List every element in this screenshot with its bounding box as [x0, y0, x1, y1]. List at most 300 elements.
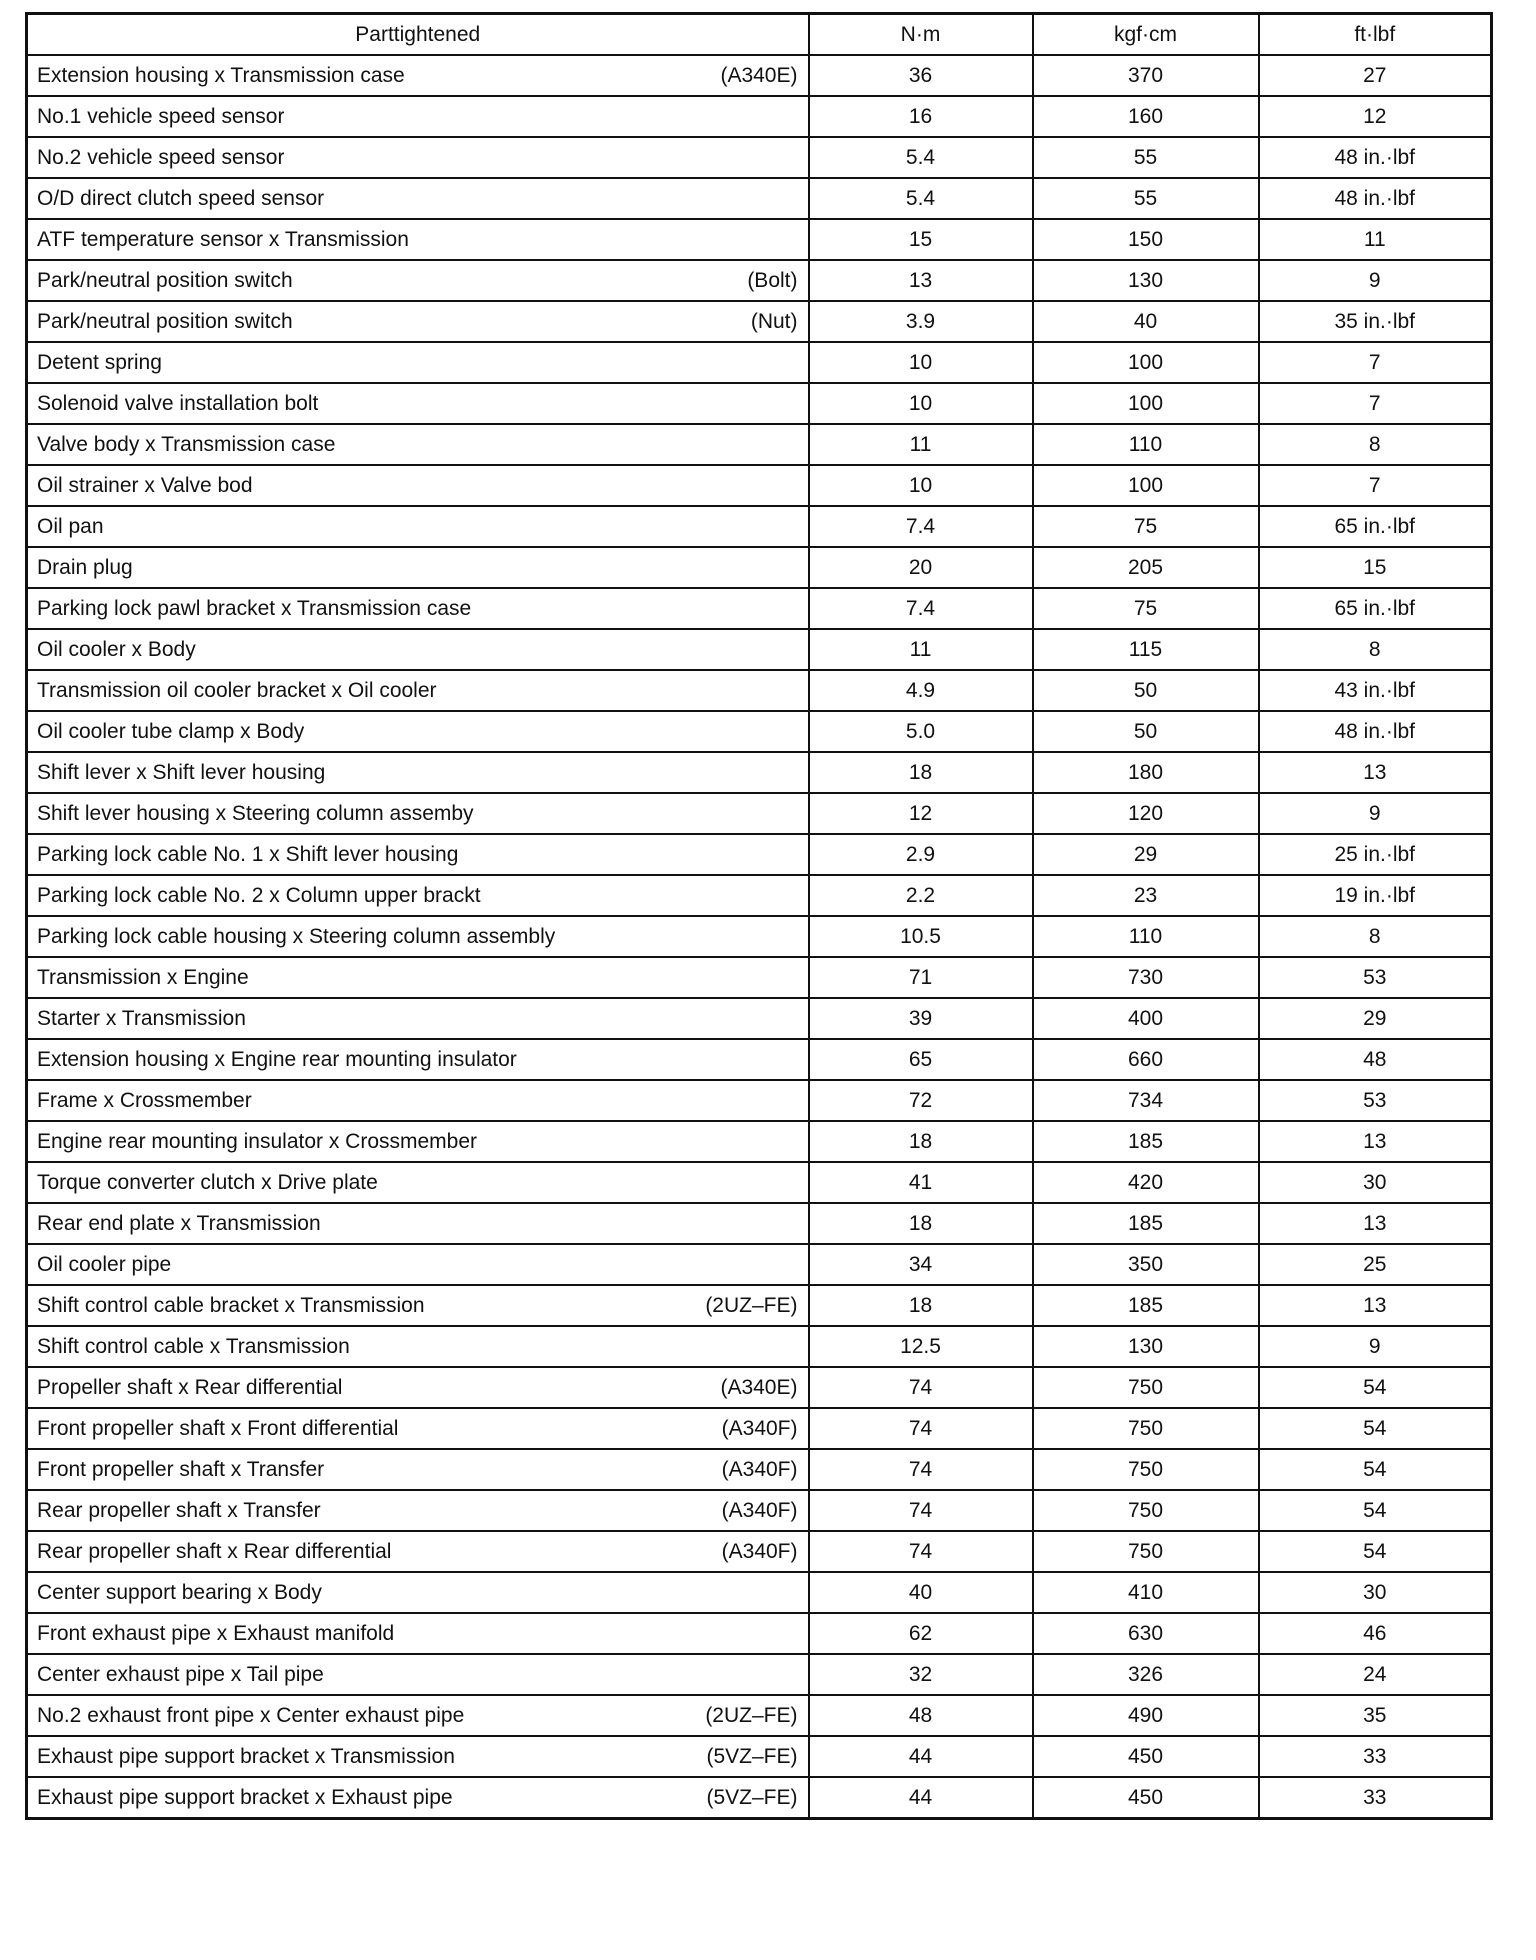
nm-value: 74: [809, 1367, 1033, 1408]
kgfcm-value: 130: [1033, 260, 1259, 301]
ftlbf-value: 30: [1259, 1162, 1492, 1203]
nm-value: 74: [809, 1531, 1033, 1572]
part-cell-content: [37, 1130, 798, 1154]
table-row: [27, 424, 1492, 465]
part-cell-content: [37, 1376, 798, 1400]
table-row: [27, 957, 1492, 998]
part-model-note: (2UZ–FE): [705, 1703, 798, 1727]
nm-value: 4.9: [809, 670, 1033, 711]
part-name: Park/neutral position switch: [37, 309, 293, 333]
part-name: O/D direct clutch speed sensor: [37, 186, 325, 210]
part-cell: [27, 1039, 809, 1080]
table-row: [27, 547, 1492, 588]
part-model-note: (A340F): [721, 1416, 798, 1440]
table-row: [27, 998, 1492, 1039]
kgfcm-value: 110: [1033, 916, 1259, 957]
part-cell-content: [37, 1089, 798, 1113]
part-cell-content: [37, 105, 798, 129]
ftlbf-value: 43 in.·lbf: [1259, 670, 1492, 711]
kgfcm-value: 185: [1033, 1203, 1259, 1244]
ftlbf-value: 33: [1259, 1736, 1492, 1777]
part-cell-content: [37, 1622, 798, 1646]
kgfcm-value: 750: [1033, 1449, 1259, 1490]
part-cell: [27, 137, 809, 178]
table-row: [27, 1244, 1492, 1285]
table-row: [27, 1777, 1492, 1819]
part-name: Parking lock cable housing x Steering column assembly: [37, 924, 556, 948]
part-cell-content: [37, 1212, 798, 1236]
table-row: [27, 1203, 1492, 1244]
part-cell-content: [37, 64, 798, 88]
kgfcm-value: 115: [1033, 629, 1259, 670]
table-row: [27, 301, 1492, 342]
ftlbf-value: 54: [1259, 1408, 1492, 1449]
part-name: Exhaust pipe support bracket x Transmission: [37, 1744, 455, 1768]
header-row: [27, 14, 1492, 56]
ftlbf-value: 12: [1259, 96, 1492, 137]
kgfcm-value: 110: [1033, 424, 1259, 465]
kgfcm-value: 120: [1033, 793, 1259, 834]
part-model-note: (5VZ–FE): [706, 1744, 798, 1768]
part-name: Oil cooler pipe: [37, 1252, 172, 1276]
kgfcm-value: 400: [1033, 998, 1259, 1039]
nm-value: 16: [809, 96, 1033, 137]
kgfcm-value: 450: [1033, 1777, 1259, 1819]
part-name: Oil cooler tube clamp x Body: [37, 719, 305, 743]
nm-value: 15: [809, 219, 1033, 260]
part-model-note: (A340F): [721, 1498, 798, 1522]
table-row: [27, 1736, 1492, 1777]
nm-value: 72: [809, 1080, 1033, 1121]
ftlbf-value: 13: [1259, 1285, 1492, 1326]
kgfcm-value: 750: [1033, 1408, 1259, 1449]
nm-value: 44: [809, 1736, 1033, 1777]
part-cell: [27, 1244, 809, 1285]
ftlbf-value: 7: [1259, 465, 1492, 506]
part-cell-content: [37, 1499, 798, 1523]
ftlbf-value: 65 in.·lbf: [1259, 588, 1492, 629]
table-row: [27, 629, 1492, 670]
ftlbf-value: 8: [1259, 424, 1492, 465]
part-cell-content: [37, 597, 798, 621]
part-name: Oil strainer x Valve bod: [37, 473, 253, 497]
ftlbf-value: 13: [1259, 752, 1492, 793]
kgfcm-value: 350: [1033, 1244, 1259, 1285]
part-cell-content: [37, 146, 798, 170]
nm-value: 62: [809, 1613, 1033, 1654]
ftlbf-value: 8: [1259, 916, 1492, 957]
table-row: [27, 1367, 1492, 1408]
kgfcm-value: 750: [1033, 1490, 1259, 1531]
nm-value: 18: [809, 1121, 1033, 1162]
part-cell-content: [37, 679, 798, 703]
part-cell-content: [37, 351, 798, 375]
nm-value: 18: [809, 1203, 1033, 1244]
kgfcm-value: 410: [1033, 1572, 1259, 1613]
part-name: Extension housing x Engine rear mounting insulator: [37, 1047, 517, 1071]
part-cell-content: [37, 392, 798, 416]
part-name: ATF temperature sensor x Transmission: [37, 227, 409, 251]
kgfcm-value: 23: [1033, 875, 1259, 916]
ftlbf-value: 46: [1259, 1613, 1492, 1654]
kgfcm-value: 326: [1033, 1654, 1259, 1695]
ftlbf-value: 35: [1259, 1695, 1492, 1736]
nm-value: 10: [809, 465, 1033, 506]
nm-value: 10: [809, 383, 1033, 424]
ftlbf-value: 7: [1259, 342, 1492, 383]
ftlbf-value: 48 in.·lbf: [1259, 178, 1492, 219]
part-cell: [27, 1203, 809, 1244]
part-model-note: (A340F): [721, 1457, 798, 1481]
part-name: Drain plug: [37, 555, 133, 579]
kgfcm-value: 160: [1033, 96, 1259, 137]
kgfcm-value: 50: [1033, 670, 1259, 711]
table-row: [27, 588, 1492, 629]
nm-value: 12: [809, 793, 1033, 834]
kgfcm-value: 420: [1033, 1162, 1259, 1203]
table-row: [27, 1162, 1492, 1203]
table-row: [27, 875, 1492, 916]
kgfcm-value: 490: [1033, 1695, 1259, 1736]
table-row: [27, 1572, 1492, 1613]
part-name: Valve body x Transmission case: [37, 432, 336, 456]
part-cell-content: [37, 1253, 798, 1277]
part-cell: [27, 219, 809, 260]
part-cell: [27, 1490, 809, 1531]
kgfcm-value: 370: [1033, 55, 1259, 96]
table-row: [27, 1121, 1492, 1162]
nm-value: 34: [809, 1244, 1033, 1285]
part-cell: [27, 465, 809, 506]
part-name: Exhaust pipe support bracket x Exhaust pipe: [37, 1785, 453, 1809]
part-model-note: (A340F): [721, 1539, 798, 1563]
ftlbf-value: 33: [1259, 1777, 1492, 1819]
part-cell-content: [37, 884, 798, 908]
part-cell: [27, 957, 809, 998]
kgfcm-value: 40: [1033, 301, 1259, 342]
part-name: Transmission x Engine: [37, 965, 249, 989]
ftlbf-value: 9: [1259, 260, 1492, 301]
table-row: [27, 137, 1492, 178]
kgfcm-value: 75: [1033, 588, 1259, 629]
part-cell: [27, 1367, 809, 1408]
part-cell: [27, 916, 809, 957]
part-model-note: (Nut): [750, 309, 798, 333]
part-name: Center exhaust pipe x Tail pipe: [37, 1662, 324, 1686]
part-cell-content: [37, 966, 798, 990]
part-cell: [27, 1285, 809, 1326]
table-row: [27, 465, 1492, 506]
part-name: Rear propeller shaft x Transfer: [37, 1498, 321, 1522]
kgfcm-value: 55: [1033, 137, 1259, 178]
table-row: [27, 1285, 1492, 1326]
kgfcm-value: 50: [1033, 711, 1259, 752]
nm-value: 5.0: [809, 711, 1033, 752]
ftlbf-value: 48 in.·lbf: [1259, 137, 1492, 178]
table-row: [27, 178, 1492, 219]
ftlbf-value: 8: [1259, 629, 1492, 670]
nm-value: 74: [809, 1449, 1033, 1490]
part-cell: [27, 547, 809, 588]
part-cell-content: [37, 1540, 798, 1564]
part-cell: [27, 793, 809, 834]
part-cell: [27, 1572, 809, 1613]
table-row: [27, 793, 1492, 834]
table-header: [27, 14, 1492, 56]
table-row: [27, 342, 1492, 383]
kgfcm-value: 130: [1033, 1326, 1259, 1367]
table-row: [27, 1449, 1492, 1490]
part-cell: [27, 998, 809, 1039]
part-name: Front propeller shaft x Transfer: [37, 1457, 325, 1481]
ftlbf-value: 9: [1259, 793, 1492, 834]
ftlbf-value: 54: [1259, 1531, 1492, 1572]
nm-value: 2.2: [809, 875, 1033, 916]
part-cell: [27, 1080, 809, 1121]
part-cell-content: [37, 1458, 798, 1482]
kgfcm-value: 750: [1033, 1367, 1259, 1408]
part-cell: [27, 629, 809, 670]
part-cell: [27, 1449, 809, 1490]
part-name: Oil pan: [37, 514, 104, 538]
nm-value: 41: [809, 1162, 1033, 1203]
part-cell: [27, 1531, 809, 1572]
part-cell: [27, 1162, 809, 1203]
table-row: [27, 1080, 1492, 1121]
part-model-note: (5VZ–FE): [706, 1785, 798, 1809]
nm-value: 7.4: [809, 588, 1033, 629]
ftlbf-value: 27: [1259, 55, 1492, 96]
ftlbf-value: 48: [1259, 1039, 1492, 1080]
kgfcm-value: 630: [1033, 1613, 1259, 1654]
part-name: Extension housing x Transmission case: [37, 63, 405, 87]
part-cell: [27, 342, 809, 383]
ftlbf-value: 54: [1259, 1449, 1492, 1490]
part-cell: [27, 1736, 809, 1777]
part-cell-content: [37, 638, 798, 662]
part-cell-content: [37, 1007, 798, 1031]
ftlbf-value: 19 in.·lbf: [1259, 875, 1492, 916]
part-name: Front propeller shaft x Front differential: [37, 1416, 399, 1440]
ftlbf-value: 54: [1259, 1367, 1492, 1408]
part-name: Shift lever x Shift lever housing: [37, 760, 326, 784]
table-row: [27, 711, 1492, 752]
table-row: [27, 1654, 1492, 1695]
table-row: [27, 670, 1492, 711]
table-row: [27, 1408, 1492, 1449]
ftlbf-value: 53: [1259, 1080, 1492, 1121]
nm-value: 44: [809, 1777, 1033, 1819]
part-name: Starter x Transmission: [37, 1006, 246, 1030]
table-row: [27, 96, 1492, 137]
nm-value: 65: [809, 1039, 1033, 1080]
part-cell: [27, 506, 809, 547]
nm-value: 48: [809, 1695, 1033, 1736]
kgfcm-value: 75: [1033, 506, 1259, 547]
part-cell-content: [37, 925, 798, 949]
part-cell: [27, 1777, 809, 1819]
part-cell: [27, 55, 809, 96]
table-row: [27, 55, 1492, 96]
part-cell-content: [37, 1581, 798, 1605]
part-cell: [27, 752, 809, 793]
kgfcm-value: 29: [1033, 834, 1259, 875]
ftlbf-value: 7: [1259, 383, 1492, 424]
nm-value: 10.5: [809, 916, 1033, 957]
ftlbf-value: 48 in.·lbf: [1259, 711, 1492, 752]
part-cell-content: [37, 1704, 798, 1728]
ftlbf-value: 24: [1259, 1654, 1492, 1695]
part-cell-content: [37, 720, 798, 744]
part-name: Solenoid valve installation bolt: [37, 391, 319, 415]
nm-value: 11: [809, 424, 1033, 465]
part-cell: [27, 875, 809, 916]
kgfcm-value: 185: [1033, 1121, 1259, 1162]
part-cell: [27, 588, 809, 629]
torque-spec-table: [25, 12, 1493, 1820]
ftlbf-value: 35 in.·lbf: [1259, 301, 1492, 342]
table-row: [27, 506, 1492, 547]
part-name: Shift lever housing x Steering column assemby: [37, 801, 474, 825]
ftlbf-value: 13: [1259, 1203, 1492, 1244]
part-cell: [27, 834, 809, 875]
part-name: No.2 vehicle speed sensor: [37, 145, 285, 169]
part-cell: [27, 96, 809, 137]
part-cell: [27, 1654, 809, 1695]
part-cell: [27, 1613, 809, 1654]
header-part-tightened: Parttightened: [27, 14, 809, 56]
nm-value: 10: [809, 342, 1033, 383]
nm-value: 11: [809, 629, 1033, 670]
part-model-note: (2UZ–FE): [705, 1293, 798, 1317]
nm-value: 32: [809, 1654, 1033, 1695]
nm-value: 7.4: [809, 506, 1033, 547]
part-name: Parking lock pawl bracket x Transmission case: [37, 596, 472, 620]
part-name: Park/neutral position switch: [37, 268, 293, 292]
ftlbf-value: 29: [1259, 998, 1492, 1039]
part-name: Rear propeller shaft x Rear differential: [37, 1539, 392, 1563]
part-name: Shift control cable bracket x Transmission: [37, 1293, 425, 1317]
kgfcm-value: 660: [1033, 1039, 1259, 1080]
nm-value: 18: [809, 1285, 1033, 1326]
part-name: Frame x Crossmember: [37, 1088, 252, 1112]
part-cell: [27, 1121, 809, 1162]
table-row: [27, 1039, 1492, 1080]
part-cell-content: [37, 761, 798, 785]
kgfcm-value: 450: [1033, 1736, 1259, 1777]
part-cell: [27, 301, 809, 342]
table-row: [27, 1490, 1492, 1531]
part-cell-content: [37, 556, 798, 580]
part-cell-content: [37, 1171, 798, 1195]
table-row: [27, 752, 1492, 793]
table-row: [27, 916, 1492, 957]
header-nm: N·m: [809, 14, 1033, 56]
kgfcm-value: 180: [1033, 752, 1259, 793]
nm-value: 71: [809, 957, 1033, 998]
part-model-note: (A340E): [720, 1375, 798, 1399]
part-name: Torque converter clutch x Drive plate: [37, 1170, 378, 1194]
part-cell: [27, 711, 809, 752]
nm-value: 18: [809, 752, 1033, 793]
kgfcm-value: 150: [1033, 219, 1259, 260]
part-cell-content: [37, 1745, 798, 1769]
ftlbf-value: 9: [1259, 1326, 1492, 1367]
part-cell-content: [37, 310, 798, 334]
nm-value: 39: [809, 998, 1033, 1039]
kgfcm-value: 100: [1033, 383, 1259, 424]
part-model-note: (Bolt): [747, 268, 798, 292]
kgfcm-value: 730: [1033, 957, 1259, 998]
part-name: Front exhaust pipe x Exhaust manifold: [37, 1621, 395, 1645]
ftlbf-value: 13: [1259, 1121, 1492, 1162]
table-row: [27, 260, 1492, 301]
part-cell-content: [37, 1048, 798, 1072]
part-cell-content: [37, 1335, 798, 1359]
ftlbf-value: 25 in.·lbf: [1259, 834, 1492, 875]
table-row: [27, 1326, 1492, 1367]
header-kgfcm: kgf·cm: [1033, 14, 1259, 56]
header-ftlbf: ft·lbf: [1259, 14, 1492, 56]
part-cell-content: [37, 515, 798, 539]
part-name: Rear end plate x Transmission: [37, 1211, 321, 1235]
part-cell-content: [37, 802, 798, 826]
nm-value: 5.4: [809, 137, 1033, 178]
table-row: [27, 1613, 1492, 1654]
nm-value: 5.4: [809, 178, 1033, 219]
part-cell: [27, 424, 809, 465]
table-body: [27, 55, 1492, 1819]
part-cell-content: [37, 843, 798, 867]
ftlbf-value: 65 in.·lbf: [1259, 506, 1492, 547]
ftlbf-value: 54: [1259, 1490, 1492, 1531]
part-model-note: (A340E): [720, 63, 798, 87]
kgfcm-value: 185: [1033, 1285, 1259, 1326]
ftlbf-value: 53: [1259, 957, 1492, 998]
nm-value: 13: [809, 260, 1033, 301]
part-name: Transmission oil cooler bracket x Oil cooler: [37, 678, 437, 702]
nm-value: 74: [809, 1408, 1033, 1449]
part-cell-content: [37, 1786, 798, 1810]
part-cell-content: [37, 1417, 798, 1441]
nm-value: 36: [809, 55, 1033, 96]
kgfcm-value: 55: [1033, 178, 1259, 219]
part-name: Center support bearing x Body: [37, 1580, 322, 1604]
part-cell-content: [37, 433, 798, 457]
table-row: [27, 1531, 1492, 1572]
table-row: [27, 219, 1492, 260]
nm-value: 12.5: [809, 1326, 1033, 1367]
part-name: No.2 exhaust front pipe x Center exhaust pipe: [37, 1703, 465, 1727]
part-name: Oil cooler x Body: [37, 637, 196, 661]
ftlbf-value: 30: [1259, 1572, 1492, 1613]
part-name: Engine rear mounting insulator x Crossmember: [37, 1129, 478, 1153]
part-name: Detent spring: [37, 350, 162, 374]
table-row: [27, 1695, 1492, 1736]
kgfcm-value: 734: [1033, 1080, 1259, 1121]
part-cell: [27, 1695, 809, 1736]
part-cell: [27, 383, 809, 424]
part-cell-content: [37, 187, 798, 211]
kgfcm-value: 205: [1033, 547, 1259, 588]
table-row: [27, 834, 1492, 875]
ftlbf-value: 15: [1259, 547, 1492, 588]
nm-value: 3.9: [809, 301, 1033, 342]
part-cell-content: [37, 1663, 798, 1687]
part-name: Parking lock cable No. 2 x Column upper brackt: [37, 883, 481, 907]
part-name: Propeller shaft x Rear differential: [37, 1375, 343, 1399]
nm-value: 20: [809, 547, 1033, 588]
